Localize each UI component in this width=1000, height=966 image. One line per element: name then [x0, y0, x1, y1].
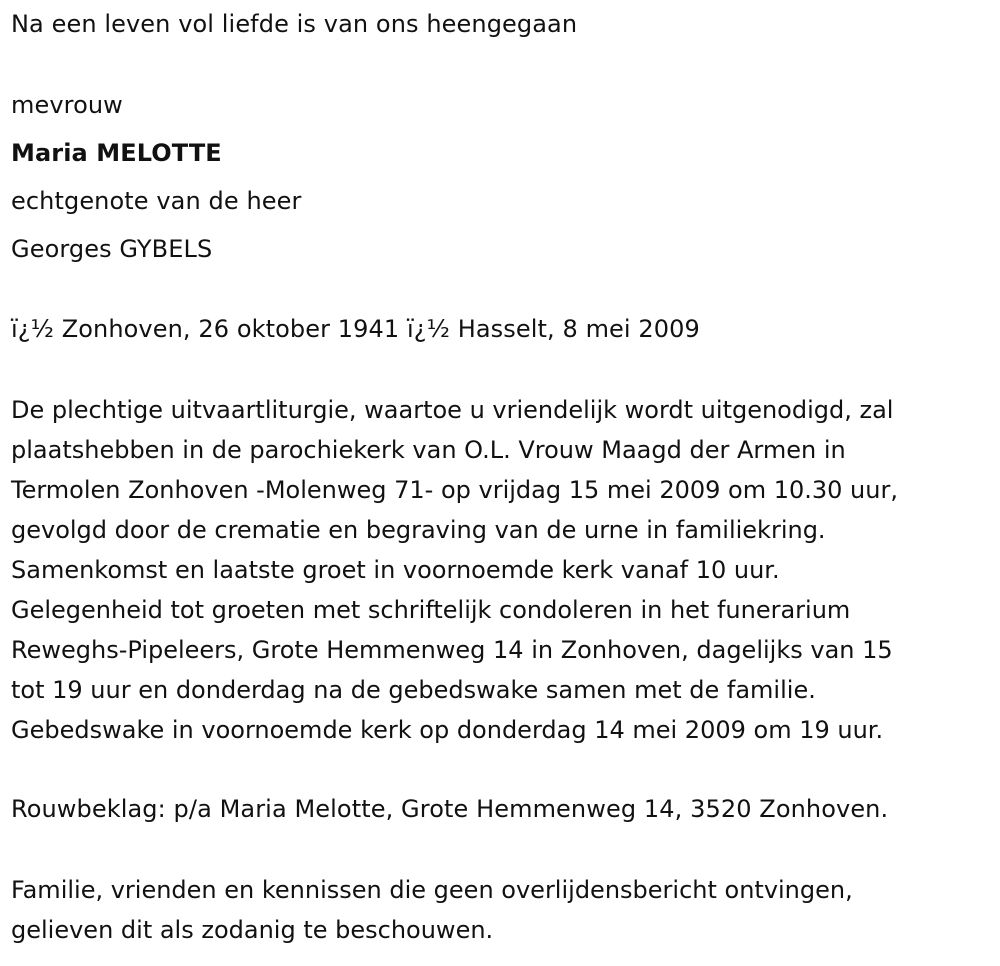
relation-text: echtgenote van de heer — [11, 187, 302, 215]
spouse-name: Georges GYBELS — [11, 235, 213, 263]
closing-line: Familie, vrienden en kennissen die geen overlijdensbericht ontvingen, — [11, 876, 853, 904]
ceremony-line: Termolen Zonhoven -Molenweg 71- op vrijdag 15 mei 2009 om 10.30 uur, — [11, 476, 898, 504]
ceremony-line: Gebedswake in voornoemde kerk op donderdag 14 mei 2009 om 19 uur. — [11, 716, 884, 744]
ceremony-line: Samenkomst en laatste groet in voornoemde kerk vanaf 10 uur. — [11, 556, 780, 584]
honorific: mevrouw — [11, 91, 123, 119]
ceremony-paragraph — [11, 390, 898, 750]
ceremony-line: plaatshebben in de parochiekerk van O.L. Vrouw Maagd der Armen in — [11, 436, 846, 464]
deceased-name: Maria MELOTTE — [11, 139, 222, 167]
ceremony-line: Reweghs-Pipeleers, Grote Hemmenweg 14 in Zonhoven, dagelijks van 15 — [11, 636, 893, 664]
closing-line: gelieven dit als zodanig te beschouwen. — [11, 916, 494, 944]
closing-paragraph — [11, 870, 853, 950]
birth-death-dates: ï¿½ Zonhoven, 26 oktober 1941 ï¿½ Hasselt, 8 mei 2009 — [11, 315, 700, 343]
ceremony-line: tot 19 uur en donderdag na de gebedswake samen met de familie. — [11, 676, 816, 704]
condolence-address: Rouwbeklag: p/a Maria Melotte, Grote Hemmenweg 14, 3520 Zonhoven. — [11, 795, 889, 823]
ceremony-line: gevolgd door de crematie en begraving van de urne in familiekring. — [11, 516, 826, 544]
ceremony-line: Gelegenheid tot groeten met schriftelijk condoleren in het funerarium — [11, 596, 851, 624]
ceremony-line: De plechtige uitvaartliturgie, waartoe u vriendelijk wordt uitgenodigd, zal — [11, 396, 894, 424]
intro-text: Na een leven vol liefde is van ons heengegaan — [11, 10, 578, 38]
